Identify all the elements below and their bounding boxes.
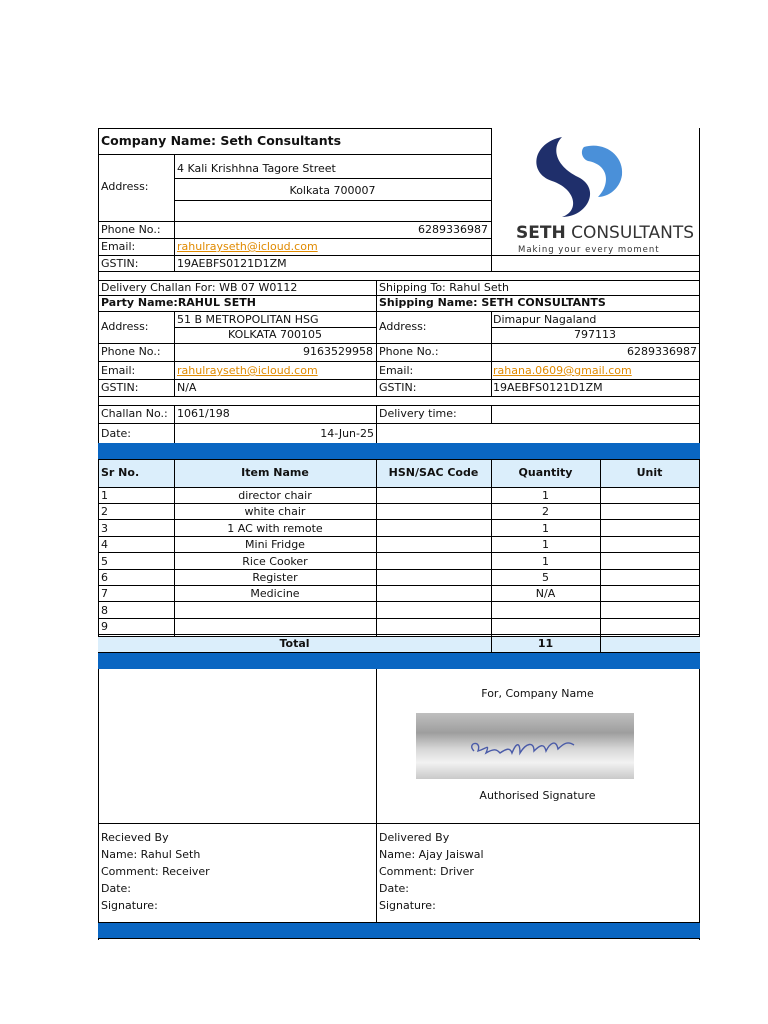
rule bbox=[98, 238, 491, 239]
party-gstin-label: GSTIN: bbox=[101, 381, 139, 394]
rule bbox=[98, 311, 699, 312]
rule bbox=[98, 271, 699, 272]
cell-item-name: director chair bbox=[238, 489, 312, 502]
th-sr-no: Sr No. bbox=[101, 466, 140, 479]
challan-no-label: Challan No.: bbox=[101, 407, 168, 420]
received-by-comment: Comment: Receiver bbox=[101, 865, 210, 878]
rule bbox=[98, 361, 699, 362]
shipping-to: Shipping To: Rahul Seth bbox=[379, 281, 509, 294]
company-phone-label: Phone No.: bbox=[101, 223, 161, 236]
rule bbox=[98, 405, 699, 406]
shipping-phone-label: Phone No.: bbox=[379, 345, 439, 358]
rule bbox=[174, 200, 491, 201]
company-gstin-label: GSTIN: bbox=[101, 257, 139, 270]
shipping-email-label: Email: bbox=[379, 364, 414, 377]
party-email-link[interactable]: rahulrayseth@icloud.com bbox=[177, 364, 318, 377]
company-email-link[interactable]: rahulrayseth@icloud.com bbox=[177, 240, 318, 253]
total-label: Total bbox=[279, 637, 310, 650]
cell-sr-no: 1 bbox=[101, 489, 108, 502]
signature-image bbox=[416, 713, 634, 779]
cell-sr-no: 8 bbox=[101, 604, 108, 617]
table-row bbox=[98, 619, 700, 635]
party-phone: 9163529958 bbox=[303, 345, 373, 358]
shipping-email-link[interactable]: rahana.0609@gmail.com bbox=[493, 364, 632, 377]
handwritten-signature-icon bbox=[416, 713, 634, 779]
rule bbox=[174, 311, 175, 396]
cell-quantity: 2 bbox=[542, 505, 549, 518]
rule bbox=[98, 154, 491, 155]
rule bbox=[98, 255, 699, 256]
rule bbox=[98, 823, 699, 824]
th-quantity: Quantity bbox=[518, 466, 573, 479]
rule bbox=[98, 343, 699, 344]
challan-for: Delivery Challan For: WB 07 W0112 bbox=[101, 281, 298, 294]
rule bbox=[376, 405, 377, 443]
company-name: Company Name: Seth Consultants bbox=[101, 133, 342, 148]
date-label: Date: bbox=[101, 427, 131, 440]
company-gstin: 19AEBFS0121D1ZM bbox=[177, 257, 287, 270]
company-address-label: Address: bbox=[101, 180, 149, 193]
shipping-address-label: Address: bbox=[379, 320, 427, 333]
delivery-time-label: Delivery time: bbox=[379, 407, 457, 420]
blue-band-bottom bbox=[98, 922, 700, 939]
cell-sr-no: 9 bbox=[101, 620, 108, 633]
rule bbox=[376, 280, 377, 396]
delivered-by-comment: Comment: Driver bbox=[379, 865, 474, 878]
rule bbox=[98, 396, 699, 397]
rule bbox=[98, 379, 699, 380]
party-address-label: Address: bbox=[101, 320, 149, 333]
cell-sr-no: 5 bbox=[101, 555, 108, 568]
company-address-line1: 4 Kali Krishhna Tagore Street bbox=[177, 162, 336, 175]
cell-item-name: 1 AC with remote bbox=[227, 522, 323, 535]
party-phone-label: Phone No.: bbox=[101, 345, 161, 358]
border-top bbox=[98, 128, 491, 129]
blue-band bbox=[98, 443, 700, 459]
cell-item-name: Mini Fridge bbox=[245, 538, 305, 551]
shipping-name-line: Shipping Name: SETH CONSULTANTS bbox=[379, 296, 606, 309]
cell-quantity: N/A bbox=[535, 587, 556, 600]
rule bbox=[491, 459, 492, 653]
company-address-line2: Kolkata 700007 bbox=[289, 184, 376, 197]
cell-item-name: white chair bbox=[244, 505, 306, 518]
company-email-label: Email: bbox=[101, 240, 136, 253]
cell-sr-no: 6 bbox=[101, 571, 108, 584]
rule bbox=[491, 311, 492, 396]
date-value: 14-Jun-25 bbox=[320, 427, 374, 440]
logo-brand: SETH CONSULTANTS bbox=[516, 223, 695, 243]
party-gstin: N/A bbox=[177, 381, 197, 394]
received-by-date: Date: bbox=[101, 882, 131, 895]
cell-quantity: 1 bbox=[542, 489, 549, 502]
logo-tagline: Making your every moment bbox=[518, 245, 660, 255]
rule bbox=[600, 459, 601, 653]
party-email-label: Email: bbox=[101, 364, 136, 377]
delivered-by-signature: Signature: bbox=[379, 899, 436, 912]
th-item-name: Item Name bbox=[241, 466, 309, 479]
party-address-line2: KOLKATA 700105 bbox=[228, 328, 322, 341]
received-by-name: Name: Rahul Seth bbox=[101, 848, 201, 861]
th-unit: Unit bbox=[636, 466, 663, 479]
authorised-signature: Authorised Signature bbox=[479, 789, 596, 802]
received-by-signature: Signature: bbox=[101, 899, 158, 912]
company-logo bbox=[492, 129, 699, 255]
cell-quantity: 1 bbox=[542, 555, 549, 568]
rule bbox=[491, 327, 699, 328]
cell-quantity: 5 bbox=[542, 571, 549, 584]
cell-sr-no: 7 bbox=[101, 587, 108, 600]
shipping-address-line2: 797113 bbox=[574, 328, 616, 341]
shipping-gstin: 19AEBFS0121D1ZM bbox=[493, 381, 603, 394]
rule bbox=[98, 221, 491, 222]
rule bbox=[376, 459, 377, 637]
rule bbox=[174, 459, 175, 637]
cell-quantity: 1 bbox=[542, 522, 549, 535]
delivered-by-title: Delivered By bbox=[379, 831, 450, 844]
company-phone: 6289336987 bbox=[418, 223, 488, 236]
shipping-phone: 6289336987 bbox=[627, 345, 697, 358]
delivered-by-name: Name: Ajay Jaiswal bbox=[379, 848, 484, 861]
blue-band bbox=[98, 653, 700, 669]
cell-item-name: Register bbox=[252, 571, 298, 584]
challan-no: 1061/198 bbox=[177, 407, 230, 420]
cell-item-name: Rice Cooker bbox=[242, 555, 308, 568]
rule bbox=[174, 178, 491, 179]
rule bbox=[98, 423, 699, 424]
for-company-name: For, Company Name bbox=[481, 687, 594, 700]
rule bbox=[174, 327, 376, 328]
rule bbox=[174, 405, 175, 443]
shipping-address-line1: Dimapur Nagaland bbox=[493, 313, 597, 326]
received-by-title: Recieved By bbox=[101, 831, 169, 844]
party-address-line1: 51 B METROPOLITAN HSG bbox=[177, 313, 319, 326]
cell-item-name: Medicine bbox=[250, 587, 300, 600]
shipping-gstin-label: GSTIN: bbox=[379, 381, 417, 394]
total-qty: 11 bbox=[537, 637, 554, 650]
delivered-by-date: Date: bbox=[379, 882, 409, 895]
cell-sr-no: 4 bbox=[101, 538, 108, 551]
th-hsn-code: HSN/SAC Code bbox=[388, 466, 479, 479]
cell-sr-no: 3 bbox=[101, 522, 108, 535]
cell-quantity: 1 bbox=[542, 538, 549, 551]
cell-sr-no: 2 bbox=[101, 505, 108, 518]
rule bbox=[174, 154, 175, 271]
party-name-line: Party Name:RAHUL SETH bbox=[101, 296, 256, 309]
table-row bbox=[98, 603, 700, 619]
rule bbox=[491, 405, 492, 423]
